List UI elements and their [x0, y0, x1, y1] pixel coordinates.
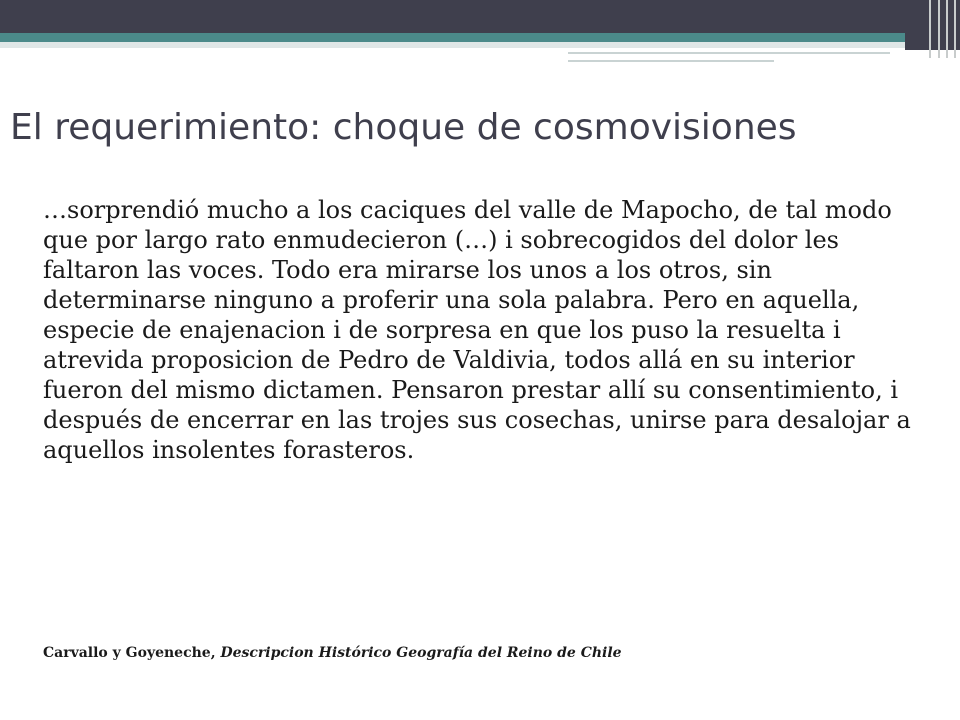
citation-author: Carvallo y Goyeneche	[43, 645, 211, 661]
citation-separator: ,	[210, 645, 221, 661]
decorative-line	[568, 52, 890, 54]
header-band	[0, 0, 960, 33]
light-stripe	[0, 42, 960, 48]
accent-stripe	[0, 33, 960, 42]
decorative-line	[568, 60, 774, 62]
citation-work: Descripcion Histórico Geografía del Reino de Chile	[220, 645, 622, 661]
quote-text: …sorprendió mucho a los caciques del valle de Mapocho, de tal modo que por largo rato enmudecieron (…) i sobrecogidos del dolor les faltaron las voces. Todo era mirarse los unos a los otros, sin determinarse ninguno a proferir una sola palabra. Pero en aquella, especie de enajenacion i de sorpresa en que los puso la resuelta i atrevida proposicion de Pedro de Valdivia, todos allá en su interior fueron del mismo dictamen. Pensaron prestar allí su consentimiento, i después de encerrar en las trojes sus cosechas, unirse para desalojar a aquellos insolentes forasteros.	[43, 196, 911, 464]
slide-title: El requerimiento: choque de cosmovisiones	[10, 107, 797, 148]
citation	[43, 643, 622, 663]
corner-decoration	[929, 0, 960, 58]
